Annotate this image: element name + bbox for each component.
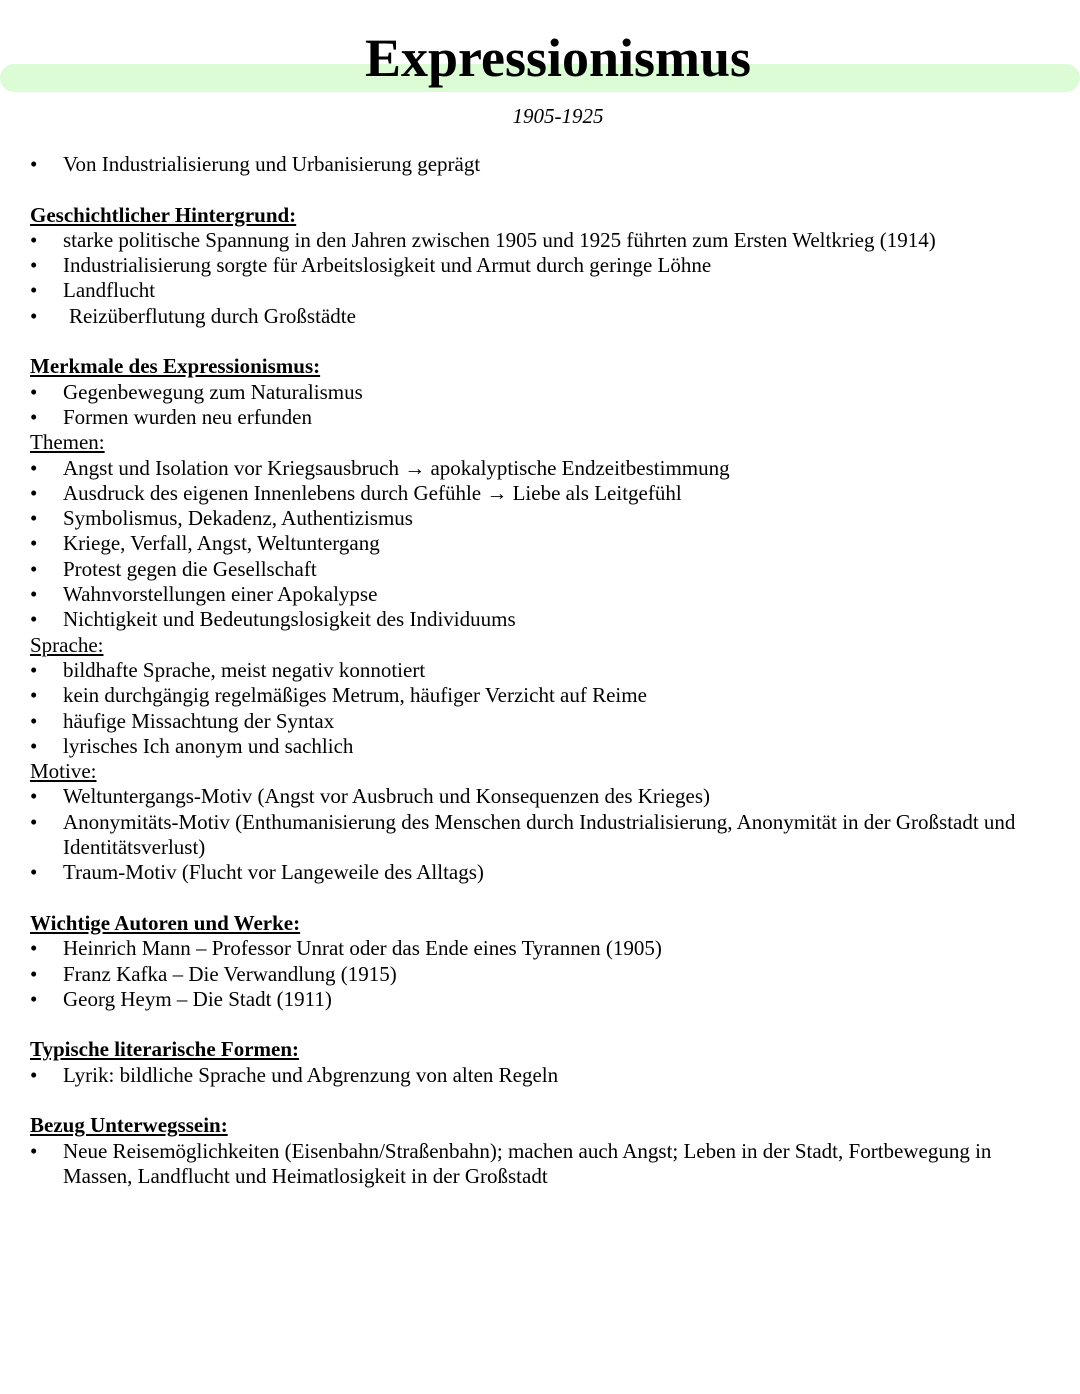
- authors-list: [30, 936, 1040, 1012]
- subheading-motifs: Motive:: [30, 759, 97, 784]
- subheading-language: Sprache:: [30, 632, 104, 657]
- section-heading-authors: Wichtige Autoren und Werke:: [30, 910, 301, 935]
- list-item: • Protest gegen die Gesellschaft: [30, 557, 1040, 582]
- list-item: • Wahnvorstellungen einer Apokalypse: [30, 582, 1040, 607]
- list-item: • Lyrik: bildliche Sprache und Abgrenzung von alten Regeln: [30, 1063, 1040, 1088]
- list-item: • bildhafte Sprache, meist negativ konnotiert: [30, 658, 1040, 683]
- list-item: • Neue Reisemöglichkeiten (Eisenbahn/Straßenbahn); machen auch Angst; Leben in der Stadt, Fortbewegung in Massen, Landflucht und Heimatlosigkeit in der Großstadt: [30, 1139, 1040, 1190]
- themes-list: [30, 456, 1040, 633]
- motifs-list: [30, 784, 1040, 885]
- features-list: [30, 380, 1040, 431]
- section-heading-features: Merkmale des Expressionismus:: [30, 354, 321, 379]
- list-item: • Symbolismus, Dekadenz, Authentizismus: [30, 506, 1040, 531]
- list-item: • Nichtigkeit und Bedeutungslosigkeit des Individuums: [30, 607, 1040, 632]
- section-heading-history: Geschichtlicher Hintergrund:: [30, 202, 297, 227]
- list-item: • Formen wurden neu erfunden: [30, 405, 1040, 430]
- list-item: • Traum-Motiv (Flucht vor Langeweile des Alltags): [30, 860, 1040, 885]
- list-item: • Weltuntergangs-Motiv (Angst vor Ausbruch und Konsequenzen des Krieges): [30, 784, 1040, 809]
- list-item: • starke politische Spannung in den Jahren zwischen 1905 und 1925 führten zum Ersten Weltkrieg (1914): [30, 228, 1040, 253]
- list-item: • Landflucht: [30, 278, 1040, 303]
- period-years: 1905-1925: [512, 104, 604, 128]
- language-list: [30, 658, 1040, 759]
- list-item: • häufige Missachtung der Syntax: [30, 709, 1040, 734]
- history-list: [30, 228, 1040, 329]
- list-item: • Von Industrialisierung und Urbanisierung geprägt: [30, 152, 1040, 177]
- list-item: • Kriege, Verfall, Angst, Weltuntergang: [30, 531, 1040, 556]
- forms-list: [30, 1063, 1040, 1088]
- section-heading-forms: Typische literarische Formen:: [30, 1037, 300, 1062]
- list-item: • Georg Heym – Die Stadt (1911): [30, 987, 1040, 1012]
- section-heading-travel: Bezug Unterwegssein:: [30, 1113, 228, 1138]
- subheading-themes: Themen:: [30, 430, 105, 455]
- list-item: • Industrialisierung sorgte für Arbeitslosigkeit und Armut durch geringe Löhne: [30, 253, 1040, 278]
- list-item: • Heinrich Mann – Professor Unrat oder das Ende eines Tyrannen (1905): [30, 936, 1040, 961]
- intro-list: [30, 152, 1040, 177]
- list-item: • Anonymitäts-Motiv (Enthumanisierung des Menschen durch Industrialisierung, Anonymität in der Großstadt und Identitätsverlust): [30, 810, 1040, 861]
- list-item: • Reizüberflutung durch Großstädte: [30, 304, 1040, 329]
- list-item: • lyrisches Ich anonym und sachlich: [30, 734, 1040, 759]
- page-title: Expressionismus: [364, 28, 752, 88]
- document-body: [30, 152, 1040, 1189]
- travel-list: [30, 1139, 1040, 1190]
- list-item: • kein durchgängig regelmäßiges Metrum, häufiger Verzicht auf Reime: [30, 683, 1040, 708]
- list-item: • Angst und Isolation vor Kriegsausbruch → apokalyptische Endzeitbestimmung: [30, 456, 1040, 481]
- list-item: • Franz Kafka – Die Verwandlung (1915): [30, 962, 1040, 987]
- list-item: • Gegenbewegung zum Naturalismus: [30, 380, 1040, 405]
- list-item: • Ausdruck des eigenen Innenlebens durch Gefühle → Liebe als Leitgefühl: [30, 481, 1040, 506]
